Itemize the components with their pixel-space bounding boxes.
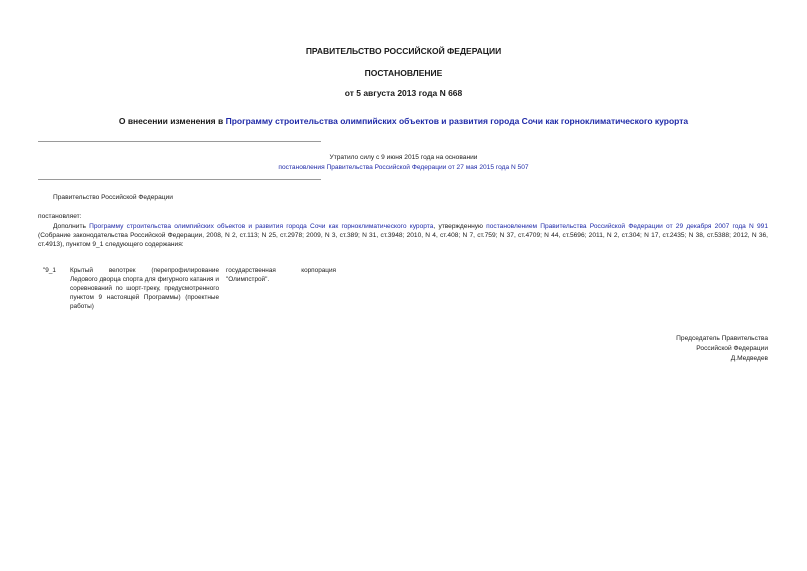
row-number: "9_1 [43,267,56,274]
row-object: Крытый велотрек (перепрофилирование Ледового дворца спорта для фигурного катания и соревнований по шорт-треку, предусмотренного пунктом 9 настоящей Программы) (проектные работы) [70,267,219,310]
status-link-line [0,163,807,172]
document-title [0,116,807,126]
signature-name: Д.Медведев [730,355,768,362]
paragraph-mid: , утвержденную [433,223,487,230]
row-organization: государственная корпорация "Олимпстрой". [226,267,336,283]
title-prefix: О внесении изменения в [118,116,226,126]
program-link[interactable]: Программу строительства олимпийских объектов и развития города Сочи как горноклиматического курорта [225,116,689,126]
signature-position-2: Российской Федерации [696,345,768,352]
main-paragraph [38,222,768,249]
status-bottom-rule [38,179,321,180]
document-date-number: от 5 августа 2013 года N 668 [344,88,463,98]
org-name: ПРАВИТЕЛЬСТВО РОССИЙСКОЙ ФЕДЕРАЦИИ [305,46,502,56]
status-line: Утратило силу с 9 июня 2015 года на основании [329,154,478,161]
paragraph-decree-link[interactable]: постановлением Правительства Российской Федерации от 29 декабря 2007 года N 991 [486,223,769,230]
paragraph-end: (Собрание законодательства Российской Федерации, 2008, N 2, ст.113; N 25, ст.2978; 2009, N 3, ст.389; N 31, ст.3948; 2010, N 4, ст.408; N 7, ст.759; N 37, ст.4709; N 44, ст.5696; 2011, N 2, ст.304; N 17, ст.2435; N 38, ст.5388; 2012, N 36, ст.4913), пунктом 9_1 следующего содержания: [38,232,768,248]
paragraph-program-link[interactable]: Программу строительства олимпийских объектов и развития города Сочи как горноклиматического курорта [89,223,434,230]
paragraph-start: Дополнить [53,223,90,230]
status-top-rule [38,141,321,142]
government-name: Правительство Российской Федерации [53,194,173,201]
document-type: ПОСТАНОВЛЕНИЕ [364,68,443,78]
signature-position-1: Председатель Правительства [676,335,768,342]
decrees-label: постановляет: [38,213,82,220]
repeal-decree-link[interactable]: постановления Правительства Российской Федерации от 27 мая 2015 года N 507 [278,164,529,171]
